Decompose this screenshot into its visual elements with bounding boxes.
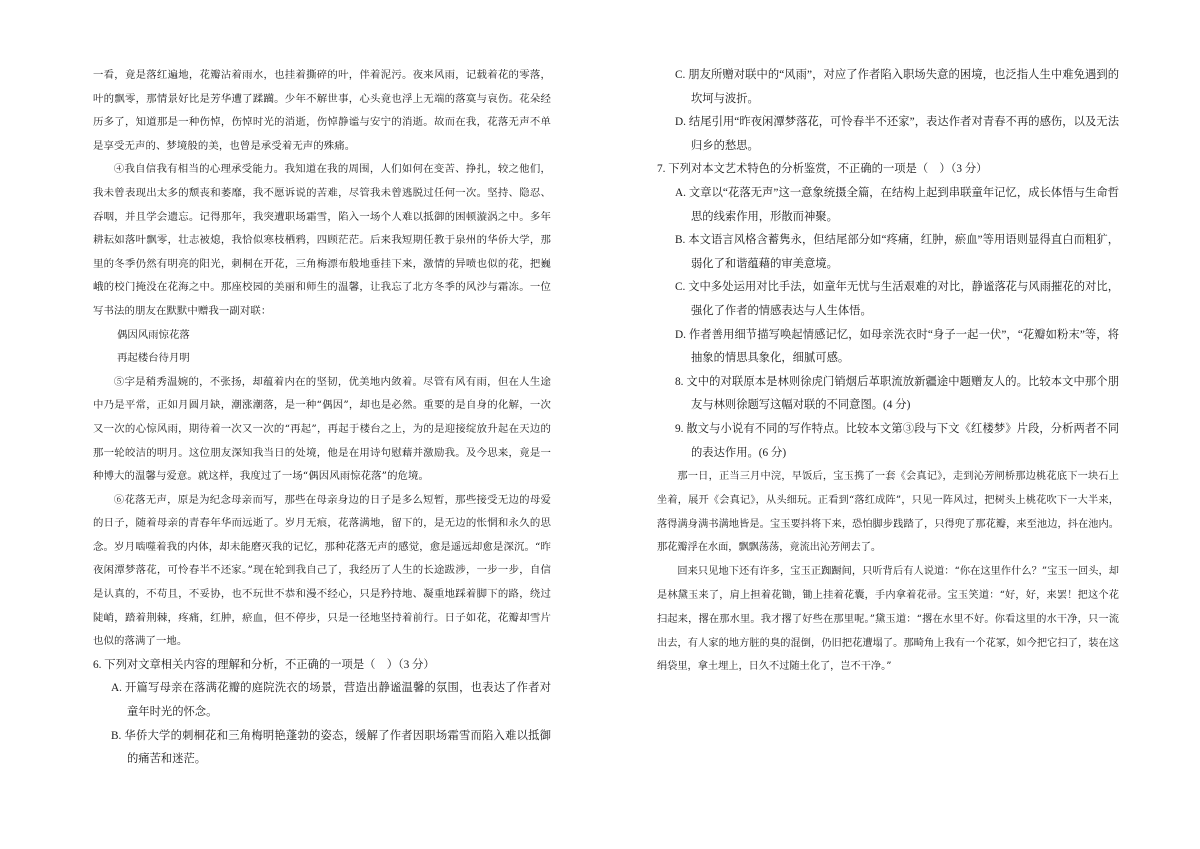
couplet-line-2: 再起楼台待月明 [117, 352, 190, 365]
honglou-excerpt-paragraph-2: 回来只见地下还有许多，宝玉正踟蹰间，只听背后有人说道：“你在这里作什么？”宝玉一回头，却是林黛玉来了，肩上担着花锄，锄上挂着花囊，手内拿着花帚。宝玉笑道：“好，好，来罢！把这个花扫起来，撂在那水里。我才撂了好些在那里呢。”黛玉道：“撂在水里不好。你看这里的水干净，只一流出去，有人家的地方脏的臭的混倒，仍旧把花遭塌了。那畸角上我有一个花冢，如今把它扫了，装在这绢袋里，拿土埋上，日久不过随土化了，岂不干净。” [657, 566, 1119, 673]
essay-paragraph-4: ④我自信我有相当的心理承受能力。我知道在我的周围，人们如何在变苦、挣扎，较之他们，我未曾表现出太多的颓丧和萎靡，我不愿诉说的苦难，尽管我未曾逃脱过任何一次。坚持、隐忍、吞咽，并且学会遗忘。记得那年，我突遭职场霜雪，陷入一场个人难以抵御的困顿漩涡之中。多年耕耘如落叶飘零，壮志被熄，我恰似寒枝栖鸦，四顾茫茫。后来我短期任教于泉州的华侨大学，那里的冬季仍然有明亮的阳光，刺桐在开花，三角梅漂布般地垂挂下来，激情的异喷也似的花，把巍峨的校门掩没在花海之中。那座校园的美丽和师生的温馨，让我忘了北方冬季的风沙与霜冻。一位写书法的朋友在默默中赠我一副对联： [93, 163, 551, 317]
question-7-option-c: C. 文中多处运用对比手法，如童年无忧与生活艰难的对比，静谧落花与风雨摧花的对比，强化了作者的情感表达与人生体悟。 [675, 281, 1119, 317]
honglou-excerpt-paragraph-1: 那一日，正当三月中浣，早饭后，宝玉携了一套《会真记》，走到沁芳闸桥那边桃花底下一块石上坐着，展开《会真记》，从头细玩。正看到“落红成阵”，只见一阵风过，把树头上桃花吹下一大半来，落得满身满书满地皆是。宝玉要抖将下来，恐怕脚步践踏了，只得兜了那花瓣，来至池边，抖在池内。那花瓣浮在水面，飘飘荡荡，竟流出沁芳闸去了。 [657, 471, 1119, 554]
left-column [93, 64, 551, 772]
question-6-option-b: B. 华侨大学的刺桐花和三角梅明艳蓬勃的姿态，缓解了作者因职场霜雪而陷入难以抵御的痛苦和迷茫。 [111, 729, 551, 766]
couplet-line-1: 偶因风雨惊花落 [117, 328, 190, 341]
question-6-option-a: A. 开篇写母亲在落满花瓣的庭院洗衣的场景，营造出静谧温馨的氛围，也表达了作者对童年时光的怀念。 [111, 682, 551, 719]
question-9: 9. 散文与小说有不同的写作特点。比较本文第③段与下文《红楼梦》片段，分析两者不同的表达作用。(6 分) [675, 422, 1119, 459]
question-6-option-d: D. 结尾引用“昨夜闲潭梦落花，可怜春半不还家”，表达作者对青春不再的感伤，以及无法归乡的愁思。 [675, 116, 1119, 152]
question-7: 7. 下列对本文艺术特色的分析鉴赏，不正确的一项是（ ）（3 分） [657, 163, 988, 176]
essay-paragraph-5: ⑤字是稍秀温婉的，不张扬，却蕴着内在的坚韧，优美地内敛着。尽管有风有雨，但在人生途中乃是平常，正如月圆月缺，潮涨潮落，是一种“偶因”，却也是必然。重要的是自身的化解，一次又一次的心惊风雨，期待着一次又一次的“再起”，再起于楼台之上，为的是迎接绽放升起在天边的那一轮皎洁的明月。这位朋友深知我当日的处境，他是在用诗句慰藉并激励我。及今思来，竟是一种博大的温馨与爱意。就这样，我度过了一场“偶因风雨惊花落”的危境。 [93, 375, 551, 483]
question-7-option-b: B. 本文语言风格含蓄隽永，但结尾部分如“疼痛，红肿，瘀血”等用语则显得直白而粗犷，弱化了和谐蕴藉的审美意境。 [675, 234, 1119, 270]
question-6: 6. 下列对文章相关内容的理解和分析，不正确的一项是（ ）（3 分） [93, 658, 435, 671]
right-column [657, 64, 1119, 679]
essay-paragraph-6: ⑥花落无声，原是为纪念母亲而写，那些在母亲身边的日子是多么短暂，那些接受无边的母爱的日子，随着母亲的青春年华而远逝了。岁月无痕，花落满地，留下的，是无边的怅惘和永久的思念。岁月啮噬着我的内体，却未能磨灭我的记忆，那种花落无声的感觉，愈是遥远却愈是深沉。“昨夜闲潭梦落花，可怜春半不还家。”现在轮到我自己了，我经历了人生的长途跋涉，一步一步，自信是认真的，不苟且，不妥协，也不玩世不恭和漫不经心，只是矜持地、凝重地踩着脚下的路，绕过陡峭，踏着荆棘，疼痛，红肿，瘀血，但不停步，只是一径地坚持着前行。日子如花，花瓣却雪片也似的落满了一地。 [93, 493, 551, 648]
question-6-option-c: C. 朋友所赠对联中的“风雨”，对应了作者陷入职场失意的困境，也泛指人生中难免遇到的坎坷与波折。 [675, 69, 1119, 105]
question-7-option-a: A. 文章以“花落无声”这一意象统摄全篇，在结构上起到串联童年记忆，成长体悟与生命哲思的线索作用，形散而神聚。 [675, 186, 1119, 223]
essay-paragraph-3-cont: 一看，竟是落红遍地，花瓣沾着雨水，也挂着撕碎的叶，伴着泥污。夜来风雨，记载着花的零落，叶的飘零，那情景好比是芳华遭了蹂躏。少年不解世事，心头竟也浮上无端的落寞与哀伤。花朵经历多了，知道那是一种伤悼，伤悼时光的消逝，伤悼静谧与安宁的消逝。故而在我，花落无声不单是享受无声的、梦境般的美，也曾是承受着无声的殊痛。 [93, 69, 551, 152]
question-8: 8. 文中的对联原本是林则徐虎门销烟后革职流放新疆途中题赠友人的。比较本文中那个朋友与林则徐题写这幅对联的不同意图。(4 分) [675, 375, 1119, 412]
question-7-option-d: D. 作者善用细节描写唤起情感记忆，如母亲洗衣时“身子一起一伏”，“花瓣如粉末”等，将抽象的情思具象化，细腻可感。 [675, 328, 1119, 365]
